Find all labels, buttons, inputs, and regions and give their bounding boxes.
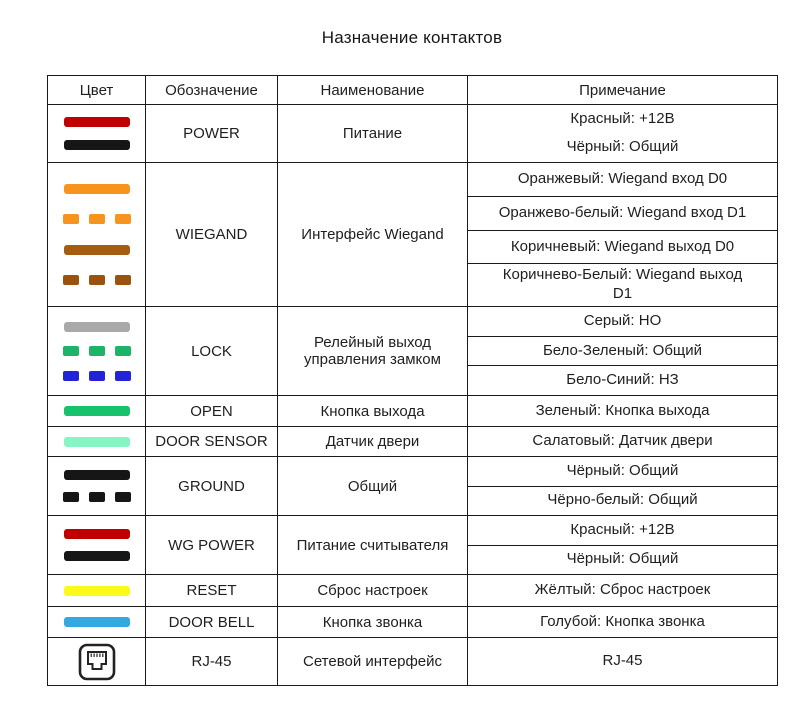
- notes-cell: [468, 105, 778, 163]
- note-line: Серый: НО: [583, 311, 662, 329]
- designation-cell: DOOR SENSOR: [146, 427, 278, 457]
- wire-color-cell: [48, 638, 146, 686]
- table-row-wg-power: [48, 516, 778, 575]
- notes-stack: [468, 396, 777, 426]
- notes-stack: [468, 575, 777, 606]
- name-cell: Общий: [278, 457, 468, 516]
- note-line: Красный: +12В: [570, 520, 675, 538]
- wire-solid-lightblue-icon: [64, 617, 130, 627]
- name-cell: Релейный выход управления замком: [278, 307, 468, 396]
- wire-solid-green-icon: [64, 406, 130, 416]
- notes-stack: [468, 105, 777, 162]
- header-designation: Обозначение: [146, 76, 278, 105]
- notes-cell: [468, 396, 778, 427]
- designation-cell: POWER: [146, 105, 278, 163]
- notes-stack: [468, 638, 777, 685]
- table-row-wiegand: [48, 163, 778, 307]
- wire-color-cell: [48, 307, 146, 396]
- designation-cell: OPEN: [146, 396, 278, 427]
- note-line: Чёрно-белый: Общий: [468, 486, 777, 516]
- header-row: [48, 76, 778, 105]
- note-line: Жёлтый: Сброс настроек: [534, 581, 711, 599]
- name-cell: Кнопка выхода: [278, 396, 468, 427]
- note-line: Чёрный: Общий: [566, 461, 679, 479]
- header-color: Цвет: [48, 76, 146, 105]
- wire-swatches: [48, 396, 145, 426]
- wire-color-cell: [48, 105, 146, 163]
- name-cell: Сброс настроек: [278, 575, 468, 607]
- notes-stack: [468, 427, 777, 456]
- name-cell: Питание: [278, 105, 468, 163]
- wire-color-cell: [48, 516, 146, 575]
- wire-dashed-orange-icon: [63, 214, 131, 224]
- notes-cell: [468, 307, 778, 396]
- note-line: Оранжевый: Wiegand вход D0: [517, 170, 728, 188]
- wire-solid-red-icon: [64, 529, 130, 539]
- wire-color-cell: [48, 396, 146, 427]
- header-note: Примечание: [468, 76, 778, 105]
- notes-stack: [468, 516, 777, 574]
- notes-cell: [468, 163, 778, 307]
- note-line: Чёрный: Общий: [566, 138, 679, 156]
- wire-dashed-blue-icon: [63, 371, 131, 381]
- wire-color-cell: [48, 457, 146, 516]
- notes-stack: [468, 457, 777, 515]
- table-row-power: [48, 105, 778, 163]
- wire-swatches: [48, 163, 145, 306]
- wire-solid-black-icon: [64, 551, 130, 561]
- wire-dashed-black-icon: [63, 492, 131, 502]
- wire-solid-black-icon: [64, 470, 130, 480]
- notes-stack: [468, 607, 777, 637]
- note-line: Коричнево-Белый: Wiegand выход D1: [468, 263, 777, 306]
- designation-cell: WIEGAND: [146, 163, 278, 307]
- note-line: Голубой: Кнопка звонка: [540, 612, 705, 630]
- page-title: Назначение контактов: [321, 28, 503, 47]
- wire-color-cell: [48, 163, 146, 307]
- wire-swatches: [48, 307, 145, 395]
- wire-swatches: [48, 427, 145, 456]
- wire-solid-grey-icon: [64, 322, 130, 332]
- designation-cell: RJ-45: [146, 638, 278, 686]
- wire-swatches: [48, 516, 145, 574]
- note-line: Красный: +12В: [570, 109, 675, 127]
- pinout-table: [47, 75, 778, 686]
- note-line: Салатовый: Датчик двери: [532, 432, 713, 450]
- designation-cell: LOCK: [146, 307, 278, 396]
- wire-solid-red-icon: [64, 117, 130, 127]
- notes-cell: [468, 516, 778, 575]
- designation-cell: WG POWER: [146, 516, 278, 575]
- notes-cell: [468, 638, 778, 686]
- note-line: Оранжево-белый: Wiegand вход D1: [468, 196, 777, 230]
- note-line: Чёрный: Общий: [468, 545, 777, 575]
- wire-color-cell: [48, 427, 146, 457]
- note-line: RJ-45: [602, 652, 643, 670]
- wire-dashed-green-icon: [63, 346, 131, 356]
- wire-color-cell: [48, 575, 146, 607]
- wire-dashed-brown-icon: [63, 275, 131, 285]
- table-row-lock: [48, 307, 778, 396]
- table-row-ground: [48, 457, 778, 516]
- wire-color-cell: [48, 607, 146, 638]
- wire-swatches: [48, 457, 145, 515]
- notes-cell: [468, 575, 778, 607]
- name-cell: Датчик двери: [278, 427, 468, 457]
- name-cell: Питание считывателя: [278, 516, 468, 575]
- notes-stack: [468, 307, 777, 395]
- wire-solid-yellow-icon: [64, 586, 130, 596]
- wire-swatches: [48, 575, 145, 606]
- rj45-icon: [48, 638, 145, 685]
- note-line: Коричневый: Wiegand выход D0: [468, 230, 777, 264]
- notes-cell: [468, 427, 778, 457]
- wire-solid-orange-icon: [64, 184, 130, 194]
- notes-cell: [468, 607, 778, 638]
- notes-cell: [468, 457, 778, 516]
- wire-solid-brown-icon: [64, 245, 130, 255]
- header-name: Наименование: [278, 76, 468, 105]
- note-line: Бело-Зеленый: Общий: [468, 336, 777, 366]
- wire-swatches: [48, 105, 145, 162]
- wire-solid-black-icon: [64, 140, 130, 150]
- note-line: Бело-Синий: НЗ: [468, 365, 777, 395]
- designation-cell: DOOR BELL: [146, 607, 278, 638]
- designation-cell: GROUND: [146, 457, 278, 516]
- table-row-door-sensor: [48, 427, 778, 457]
- wire-solid-mint-icon: [64, 437, 130, 447]
- table-row-door-bell: [48, 607, 778, 638]
- designation-cell: RESET: [146, 575, 278, 607]
- table-row-rj45: [48, 638, 778, 686]
- name-cell: Кнопка звонка: [278, 607, 468, 638]
- notes-stack: [468, 163, 777, 306]
- wire-swatches: [48, 607, 145, 637]
- name-cell: Интерфейс Wiegand: [278, 163, 468, 307]
- name-cell: Сетевой интерфейс: [278, 638, 468, 686]
- table-row-reset: [48, 575, 778, 607]
- table-row-open: [48, 396, 778, 427]
- note-line: Зеленый: Кнопка выхода: [535, 401, 710, 419]
